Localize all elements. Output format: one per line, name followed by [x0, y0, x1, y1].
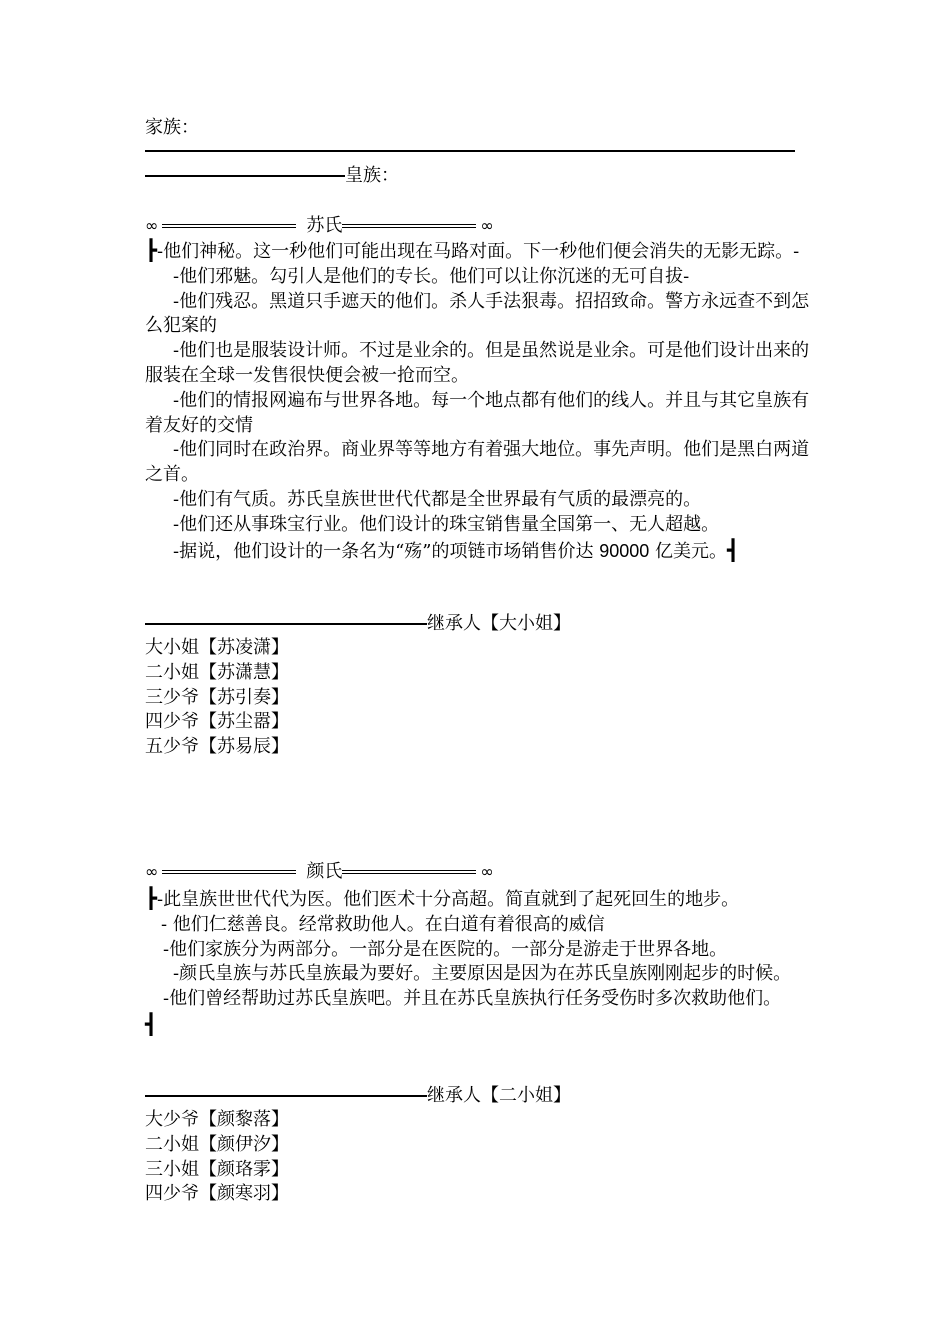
paragraph	[145, 1012, 813, 1039]
bracket-open-mark: ┣	[145, 238, 158, 262]
double-rule	[162, 224, 296, 228]
paragraph: -他们同时在政治界。商业界等等地方有着强大地位。事先声明。他们是黑白两道之首。	[145, 439, 810, 486]
list-item: 二小姐【颜伊汐】	[145, 1133, 289, 1155]
infinity-icon: ∞	[145, 216, 159, 235]
heir-label: 继承人【二小姐】	[427, 1085, 571, 1106]
yan-heir-heading	[145, 1084, 571, 1108]
paragraph: -他们有气质。苏氏皇族世世代代都是全世界最有气质的最漂亮的。	[173, 488, 702, 510]
infinity-icon: ∞	[145, 862, 159, 881]
double-rule	[162, 870, 296, 874]
paragraph: -他们还从事珠宝行业。他们设计的珠宝销售量全国第一、无人超越。	[173, 513, 720, 535]
family-label: 家族：	[145, 117, 199, 138]
su-heir-heading	[145, 612, 571, 636]
list-item: 四少爷【苏尘嚣】	[145, 711, 289, 733]
heading-rule	[145, 175, 345, 177]
heading-rule	[145, 623, 427, 625]
paragraph: -他们邪魅。勾引人是他们的专长。他们可以让你沉迷的无可自拔-	[173, 265, 690, 287]
bracket-close-mark: ┫	[727, 537, 740, 562]
paragraph: -他们的情报网遍布与世界各地。每一个地点都有他们的线人。并且与其它皇族有着友好的交情	[145, 389, 810, 436]
list-item: 大小姐【苏凌潇】	[145, 637, 289, 658]
clan-name: 苏氏	[306, 215, 343, 236]
paragraph: ┣-此皇族世世代代为医。他们医术十分高超。简直就到了起死回生的地步。	[145, 886, 740, 910]
paragraph: -据说，他们设计的一条名为“殇”的项链市场销售价达 90000 亿美元。┫	[173, 537, 740, 562]
list-item: 三少爷【苏引奏】	[145, 686, 289, 708]
bracket-open-mark: ┣	[145, 886, 158, 910]
paragraph: -他们残忍。黑道只手遮天的他们。杀人手法狠毒。招招致命。警方永远查不到怎么犯案的	[145, 290, 810, 337]
list-item: 二小姐【苏潇慧】	[145, 661, 289, 683]
su-clan-heading	[145, 214, 494, 238]
infinity-icon: ∞	[480, 862, 494, 881]
su-member-list	[145, 636, 289, 760]
list-item: 四少爷【颜寒羽】	[145, 1183, 289, 1205]
divider-rule	[145, 150, 795, 152]
double-rule	[342, 224, 476, 228]
paragraph: -他们曾经帮助过苏氏皇族吧。并且在苏氏皇族执行任务受伤时多次救助他们。	[163, 988, 782, 1010]
su-description	[145, 238, 810, 564]
royal-label: 皇族：	[345, 165, 399, 186]
paragraph: ┣-他们神秘。这一秒他们可能出现在马路对面。下一秒他们便会消失的无影无踪。-	[145, 238, 800, 262]
paragraph: -他们也是服装设计师。不过是业余的。但是虽然说是业余。可是他们设计出来的服装在全球一发售很快便会被一抢而空。	[145, 340, 810, 386]
heir-label: 继承人【大小姐】	[427, 613, 571, 634]
paragraph: -颜氏皇族与苏氏皇族最为要好。主要原因是因为在苏氏皇族刚刚起步的时候。	[173, 963, 792, 985]
yan-clan-heading	[145, 860, 494, 884]
clan-name: 颜氏	[306, 861, 343, 882]
bracket-close-mark: ┫	[145, 1011, 158, 1036]
paragraph: -他们家族分为两部分。一部分是在医院的。一部分是游走于世界各地。	[163, 938, 728, 960]
double-rule	[342, 870, 476, 874]
list-item: 三小姐【颜珞雺】	[145, 1158, 289, 1180]
royal-heading	[145, 164, 399, 188]
yan-description	[145, 886, 813, 1039]
infinity-icon: ∞	[480, 216, 494, 235]
heading-rule	[145, 1095, 427, 1097]
list-item: 五少爷【苏易辰】	[145, 736, 289, 758]
paragraph: - 他们仁慈善良。经常救助他人。在白道有着很高的威信	[161, 913, 605, 935]
yan-member-list	[145, 1108, 289, 1207]
list-item: 大少爷【颜黎落】	[145, 1109, 289, 1130]
